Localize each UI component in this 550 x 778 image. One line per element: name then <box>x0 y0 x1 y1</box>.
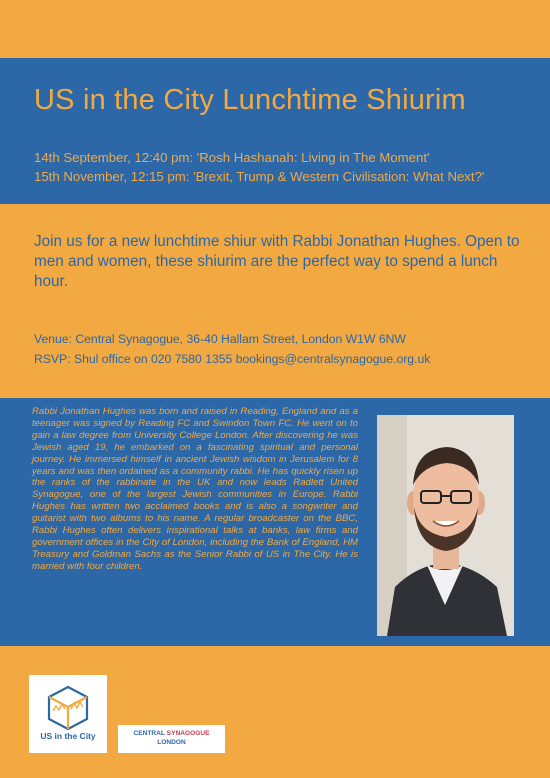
central-synagogue-logo <box>118 725 225 753</box>
page-title: US in the City Lunchtime Shiurim <box>34 84 466 116</box>
rabbi-bio: Rabbi Jonathan Hughes was born and raised in Reading, England and as a teenager was signed by Reading FC and Swindon Town FC. He went on to gain a law degree from University College London. After discovering he was Jewish aged 19, he embarked on a fascinating spiritual and personal journey. He immersed himself in ancient Jewish wisdom in Jerusalem for 8 years and was then ordained as a community rabbi. He has quickly risen up the ranks of the rabbinate in the UK and now leads Radlett United Synagogue, one of the largest Jewish communities in Europe. Rabbi Hughes has written two acclaimed books and is also a songwriter and guitarist with two albums to his name. A regular broadcaster on the BBC, Rabbi Hughes often delivers inspirational talks at banks, law firms and government offices in the City of London, including the Bank of England, HM Treasury and Goldman Sachs as the Senior Rabbi of US in The City. He is married with four children. <box>32 406 358 572</box>
logo-word-central: CENTRAL <box>133 730 165 737</box>
contact-info <box>34 329 534 369</box>
us-logo-text: US in the City <box>40 731 96 741</box>
logo-word-synagogue: SYNAGOGUE <box>166 730 210 737</box>
rabbi-portrait-photo <box>377 415 514 636</box>
intro-text: Join us for a new lunchtime shiur with Rabbi Jonathan Hughes. Open to men and women, these shiurim are the perfect way to spend a lunch hour. <box>34 233 520 290</box>
us-in-the-city-logo <box>29 675 107 753</box>
event-item: 14th September, 12:40 pm: 'Rosh Hashanah: Living in The Moment' <box>34 150 430 165</box>
event-item: 15th November, 12:15 pm: 'Brexit, Trump & Western Civilisation: What Next?' <box>34 169 485 184</box>
venue-line: Venue: Central Synagogue, 36-40 Hallam Street, London W1W 6NW <box>34 332 406 346</box>
portrait-illustration <box>377 415 514 636</box>
central-synagogue-name <box>118 730 225 737</box>
skyline-cube-icon <box>29 675 107 735</box>
event-list <box>34 148 534 186</box>
logo-word-london: LONDON <box>157 739 186 746</box>
rsvp-line: RSVP: Shul office on 020 7580 1355 bookings@centralsynagogue.org.uk <box>34 352 431 366</box>
